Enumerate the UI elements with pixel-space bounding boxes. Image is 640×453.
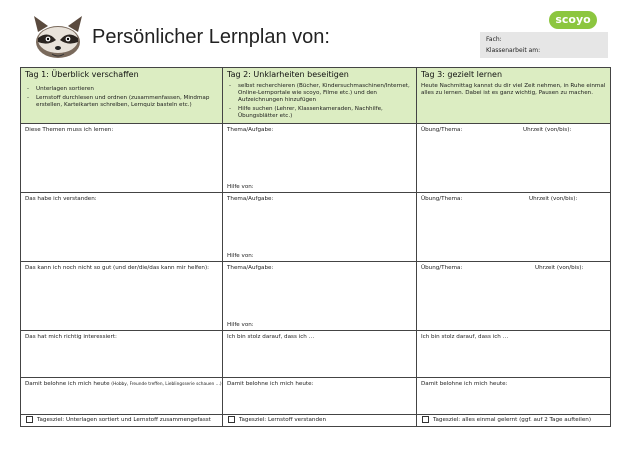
- row5-col1-text: Damit belohne ich mich heute: [25, 381, 110, 387]
- row4-col1-label: Das hat mich richtig interessiert:: [25, 334, 117, 340]
- page-title: Persönlicher Lernplan von:: [92, 26, 330, 48]
- row6-col2-goal: [223, 415, 417, 427]
- row1-col1-label: Diese Themen muss ich lernen:: [25, 127, 114, 133]
- day2-bullet: - selbst recherchieren (Bücher, Kindersuchmaschinen/Internet, Online-Lernportale wie scoyo, Filme etc.) und den Aufzeichnungen hinzufügen: [227, 83, 412, 104]
- day1-title: Tag 1: Überblick verschaffen: [25, 70, 139, 79]
- klassenarbeit-label[interactable]: Klassenarbeit am:: [486, 47, 541, 54]
- goal-checkbox[interactable]: [422, 416, 429, 423]
- goal-label: Tagesziel: alles einmal gelernt (ggf. auf 2 Tage aufteilen): [433, 417, 592, 423]
- row3-col1-label: Das kann ich noch nicht so gut (und der/die/das kann mir helfen):: [25, 265, 210, 271]
- row5-col1-label: [25, 381, 223, 388]
- learning-plan-table: [20, 67, 611, 427]
- row2-col2-field[interactable]: [223, 193, 417, 262]
- day3-title: Tag 3: gezielt lernen: [421, 70, 503, 79]
- row4-col2-label: Ich bin stolz darauf, dass ich …: [227, 334, 315, 340]
- subject-info-box: [480, 32, 608, 58]
- row2-col3-field[interactable]: [417, 193, 611, 262]
- day2-title: Tag 2: Unklarheiten beseitigen: [227, 70, 349, 79]
- row1-col3-field[interactable]: [417, 124, 611, 193]
- row1-time-label: Uhrzeit (von/bis):: [523, 127, 572, 133]
- row5-col3-field[interactable]: [417, 378, 611, 415]
- day2-header: [223, 68, 417, 124]
- row3-col2-field[interactable]: [223, 262, 417, 331]
- row2-help-label: Hilfe von:: [227, 253, 254, 259]
- row1-col2-field[interactable]: [223, 124, 417, 193]
- row3-col3-field[interactable]: [417, 262, 611, 331]
- row6-col3-goal: [417, 415, 611, 427]
- scoyo-logo: scoyo: [549, 11, 597, 29]
- row6-col1-goal: [21, 415, 223, 427]
- row5-col1-field[interactable]: [21, 378, 223, 415]
- row1-help-label: Hilfe von:: [227, 184, 254, 190]
- row4-col2-field[interactable]: [223, 331, 417, 378]
- row1-col3-label: Übung/Thema:: [421, 127, 463, 133]
- row3-col1-field[interactable]: [21, 262, 223, 331]
- row3-time-label: Uhrzeit (von/bis):: [535, 265, 584, 271]
- row3-help-label: Hilfe von:: [227, 322, 254, 328]
- row5-col1-hint: (Hobby, Freunde treffen, Lieblingsserie schauen …):: [111, 382, 224, 387]
- row2-col2-label: Thema/Aufgabe:: [227, 196, 274, 202]
- day1-header: [21, 68, 223, 124]
- row5-col3-label: Damit belohne ich mich heute:: [421, 381, 508, 387]
- goal-checkbox[interactable]: [228, 416, 235, 423]
- row2-col1-label: Das habe ich verstanden:: [25, 196, 97, 202]
- row4-col3-label: Ich bin stolz darauf, dass ich …: [421, 334, 509, 340]
- row5-col2-field[interactable]: [223, 378, 417, 415]
- day1-bullet: - Unterlagen sortieren: [25, 86, 218, 93]
- goal-label: Tagesziel: Unterlagen sortiert und Lernstoff zusammengefasst: [37, 417, 211, 423]
- goal-label: Tagesziel: Lernstoff verstanden: [239, 417, 327, 423]
- goal-checkbox[interactable]: [26, 416, 33, 423]
- day3-text: Heute Nachmittag kannst du dir viel Zeit nehmen, in Ruhe einmal alles zu lernen. Dabei ist es ganz wichtig, Pausen zu machen.: [421, 83, 606, 96]
- day2-bullet: - Hilfe suchen (Lehrer, Klassenkameraden, Nachhilfe, Übungsblätter etc.): [227, 106, 412, 120]
- day1-bullet: - Lernstoff durchlesen und ordnen (zusammenfassen, Mindmap erstellen, Karteikarten schreiben, Lernquiz basteln etc.): [25, 95, 218, 109]
- row3-col2-label: Thema/Aufgabe:: [227, 265, 274, 271]
- raccoon-mascot-icon: [28, 10, 88, 62]
- row2-time-label: Uhrzeit (von/bis):: [529, 196, 578, 202]
- row3-col3-label: Übung/Thema:: [421, 265, 463, 271]
- day3-header: [417, 68, 611, 124]
- row2-col3-label: Übung/Thema:: [421, 196, 463, 202]
- row4-col1-field[interactable]: [21, 331, 223, 378]
- row4-col3-field[interactable]: [417, 331, 611, 378]
- row5-col2-label: Damit belohne ich mich heute:: [227, 381, 314, 387]
- row1-col2-label: Thema/Aufgabe:: [227, 127, 274, 133]
- fach-label[interactable]: Fach:: [486, 36, 502, 43]
- row2-col1-field[interactable]: [21, 193, 223, 262]
- row1-col1-field[interactable]: [21, 124, 223, 193]
